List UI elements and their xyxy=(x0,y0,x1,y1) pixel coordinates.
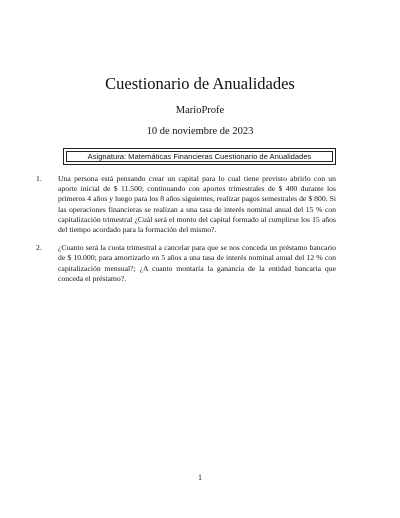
question-number: 2. xyxy=(36,243,42,253)
subject-box-inner xyxy=(66,151,333,162)
question-item xyxy=(36,174,336,235)
document-author: MarioProfe xyxy=(175,105,225,116)
question-text: ¿Cuanto será la cuota trimestral a cancelar para que se nos conceda un préstamo bancario de $ 10.000; para amortizarlo en 5 años a una tasa de interés nominal anual del 12 % con capitalización mensual?; ¿A cuanto montaría la ganancia de la entidad bancaria que conceda el préstamo?. xyxy=(58,243,336,283)
question-item xyxy=(36,243,336,284)
subject-line: Asignatura: Matemáticas Financieras Cuestionario de Anualidades xyxy=(87,152,312,161)
document-date: 10 de noviembre de 2023 xyxy=(146,126,254,137)
subject-box xyxy=(63,148,336,165)
question-text: Una persona está pensando crear un capital para lo cual tiene previsto abrirlo con un aporte inicial de $ 11.500; continuando con aportes trimestrales de $ 400 durante los primeros 4 años y luego para los 8 años siguientes, realizar pagos semestrales de $ 800. Si las operaciones financieras se realizan a una tasa de interés nominal anual del 15 % con capitalización trimestral ¿Cuál será el monto del capital formado al cumplirse los 15 años del tiempo acordado para la formación del mismo?. xyxy=(58,174,336,235)
question-number: 1. xyxy=(36,174,42,183)
document-title: Cuestionario de Anualidades xyxy=(105,74,295,93)
page-number: 1 xyxy=(198,473,202,482)
question-list xyxy=(36,174,336,292)
